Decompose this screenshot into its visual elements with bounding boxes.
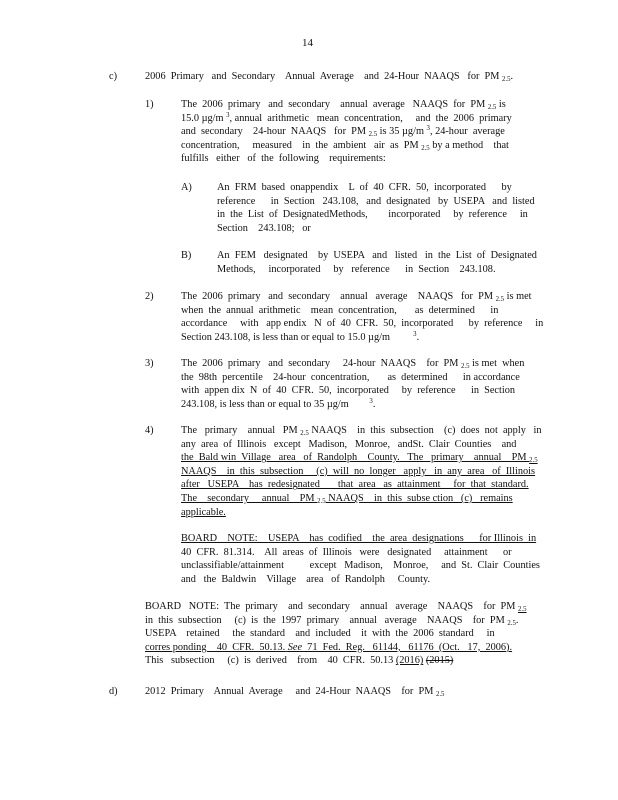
item-2-line: accordance with app endix N of 40 CFR. 50, incorporated by reference in <box>181 318 544 330</box>
struck-year: (2015) <box>425 655 454 667</box>
underlined-insertion: The secondary annual PM 2.5 NAAQS in this subse ction (c) remains <box>181 493 513 505</box>
board-note-line: and the Baldwin Village area of Randolph County. <box>181 573 431 585</box>
item-3-line: The 2006 primary and secondary 24-hour NAAQS for PM 2.5 is met when <box>181 358 525 370</box>
board-note-line: in this subsection (c) is the 1997 primary annual average NAAQS for PM 2.5. <box>145 614 519 627</box>
item-4-label: 4) <box>145 425 154 436</box>
section-c-heading-text: 2006 Primary and Secondary Annual Average and 24-Hour NAAQS for PM <box>145 71 500 82</box>
item-1-line: The 2006 primary and secondary annual average NAAQS for PM 2.5 is <box>181 99 506 111</box>
item-1-line: 15.0 µg/m $^3$, annual arithmetic mean concentration, and the 2006 primary <box>181 111 512 124</box>
underlined-insertion: applicable. <box>181 506 226 518</box>
section-d-label: d) <box>109 686 118 697</box>
item-1-line: concentration, measured in the ambient air as PM 2.5 by a method that <box>181 139 509 152</box>
subitem-a-line: in the List of DesignatedMethods, incorporated by reference in <box>217 209 528 221</box>
section-c-label: c) <box>109 71 117 82</box>
item-3-line: 243.108, is less than or equal to 35 µg/m $^3$. <box>181 397 376 410</box>
item-1-label: 1) <box>145 99 154 110</box>
item-4-line: the Bald win Village area of Randolph County. The primary annual PM 2.5 <box>181 452 538 465</box>
item-4-line: The primary annual PM 2.5 NAAQS in this subsection (c) does not apply in <box>181 425 542 437</box>
underlined-insertion: after USEPA has redesignated that area as attainment for that standard. <box>181 479 529 491</box>
subitem-b-line: An FEM designated by USEPA and listed in the List of Designated <box>217 250 537 261</box>
subitem-a-label: A) <box>181 182 192 193</box>
section-d-heading <box>145 685 444 700</box>
item-3-label: 3) <box>145 358 154 369</box>
item-4-line: any area of Illinois except Madison, Monroe, andSt. Clair Counties and <box>181 438 517 450</box>
item-2-line: Section 243.108, is less than or equal to 15.0 µg/m $^3$. <box>181 330 420 343</box>
underlined-insertion: NAAQS in this subsection (c) will no longer apply in any area of Illinois <box>181 465 536 477</box>
pm-subscript: 2.5 <box>435 691 445 698</box>
board-note-line: USEPA retained the standard and included it with the 2006 standard in <box>145 628 495 640</box>
subitem-b-label: B) <box>181 250 192 261</box>
item-2-label: 2) <box>145 291 154 302</box>
board-note-line: This subsection (c) is derived from 40 CFR. 50.13 (2016) (2015) <box>145 655 454 667</box>
item-2-line: The 2006 primary and secondary annual average NAAQS for PM 2.5 is met <box>181 291 532 303</box>
item-1-line: fulfills either of the following requirements: <box>181 153 386 165</box>
inserted-year: (2016) <box>395 655 424 667</box>
board-note-line: 40 CFR. 81.314. All areas of Illinois were designated attainment or <box>181 546 512 558</box>
board-note-line: BOARD NOTE: The primary and secondary annual average NAAQS for PM 2.5 <box>145 601 527 613</box>
item-2-line: when the annual arithmetic mean concentration, as determined in <box>181 304 499 316</box>
subitem-a-line: An FRM based onappendix L of 40 CFR. 50, incorporated by <box>217 182 512 193</box>
pm-subscript: 2.5 <box>502 76 511 83</box>
section-c-heading <box>145 70 513 85</box>
subitem-a-line: reference in Section 243.108, and designated by USEPA and listed <box>217 195 535 207</box>
board-note-line: corres ponding 40 CFR. 50.13. See 71 Fed. Reg. 61144, 61176 (Oct. 17, 2006). <box>145 641 513 653</box>
underlined-insertion: the Bald win Village area of Randolph County. <box>181 452 400 464</box>
board-note-line: BOARD NOTE: USEPA has codified the area designations for Illinois in <box>181 533 537 544</box>
subitem-b-line: Methods, incorporated by reference in Section 243.108. <box>217 263 496 275</box>
page-number: 14 <box>302 37 313 49</box>
section-c-heading-tail: . <box>510 71 514 82</box>
board-note-line: unclassifiable/attainment except Madison, Monroe, and St. Clair Counties <box>181 560 540 572</box>
item-3-line: with appen dix N of 40 CFR. 50, incorporated by reference in Section <box>181 385 516 397</box>
section-d-heading-text: 2012 Primary Annual Average and 24-Hour NAAQS for PM <box>145 686 434 697</box>
item-1-line: and secondary 24-hour NAAQS for PM 2.5 is 35 µg/m $^3$, 24-hour average <box>181 125 505 139</box>
item-3-line: the 98th percentile 24-hour concentration, as determined in accordance <box>181 371 520 383</box>
subitem-a-line: Section 243.108; or <box>217 222 311 234</box>
